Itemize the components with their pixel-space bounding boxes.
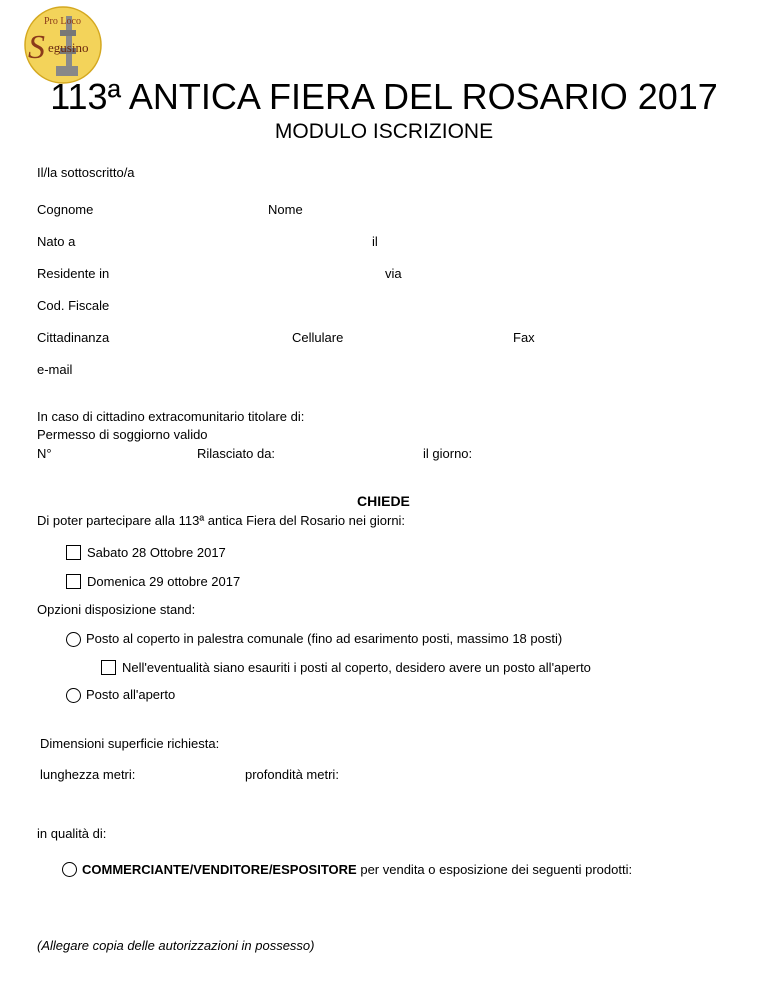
stand-heading: Opzioni disposizione stand: — [37, 602, 196, 617]
length-label: lunghezza metri: — [40, 767, 136, 782]
chiede-heading: CHIEDE — [357, 493, 410, 509]
email-label: e-mail — [37, 362, 73, 377]
outdoor-radio[interactable] — [66, 688, 81, 703]
fallback-checkbox[interactable] — [101, 660, 116, 675]
day2-label: Domenica 29 ottobre 2017 — [87, 574, 241, 589]
footer-note: (Allegare copia delle autorizzazioni in possesso) — [37, 938, 315, 953]
residente-label: Residente in — [37, 266, 110, 281]
day2-checkbox[interactable] — [66, 574, 81, 589]
pro-loco-logo — [22, 6, 104, 84]
cod-fiscale-label: Cod. Fiscale — [37, 298, 110, 313]
fax-label: Fax — [513, 330, 535, 345]
request-text: Di poter partecipare alla 113ª antica Fiera del Rosario nei giorni: — [37, 513, 406, 528]
depth-label: profondità metri: — [245, 767, 339, 782]
role-rest: per vendita o esposizione dei seguenti prodotti: — [356, 862, 633, 877]
role-label — [82, 862, 632, 877]
covered-label: Posto al coperto in palestra comunale (fino ad esarimento posti, massimo 18 posti) — [86, 631, 563, 646]
fallback-label: Nell'eventualità siano esauriti i posti al coperto, desidero avere un posto all'aperto — [122, 660, 591, 675]
cellulare-label: Cellulare — [292, 330, 344, 345]
rilasciato-label: Rilasciato da: — [197, 446, 276, 461]
permesso-label: Permesso di soggiorno valido — [37, 427, 208, 442]
role-radio[interactable] — [62, 862, 77, 877]
dimensions-heading: Dimensioni superficie richiesta: — [40, 736, 220, 751]
covered-radio[interactable] — [66, 632, 81, 647]
nome-label: Nome — [268, 202, 303, 217]
logo-text-main: egusino — [48, 40, 89, 55]
svg-text:S: S — [28, 29, 45, 66]
via-label: via — [385, 266, 402, 281]
giorno-label: il giorno: — [423, 446, 473, 461]
role-bold: COMMERCIANTE/VENDITORE/ESPOSITORE — [82, 862, 357, 877]
qualita-heading: in qualità di: — [37, 826, 107, 841]
extracom-intro: In caso di cittadino extracomunitario titolare di: — [37, 409, 305, 424]
il-label: il — [372, 234, 378, 249]
page-subtitle: MODULO ISCRIZIONE — [274, 120, 494, 143]
page-title: 113ª ANTICA FIERA DEL ROSARIO 2017 — [50, 76, 718, 117]
logo-text-top: Pro Loco — [44, 16, 81, 27]
day1-label: Sabato 28 Ottobre 2017 — [87, 545, 226, 560]
nato-a-label: Nato a — [37, 234, 76, 249]
day1-checkbox[interactable] — [66, 545, 81, 560]
numero-label: N° — [37, 446, 52, 461]
cittadinanza-label: Cittadinanza — [37, 330, 110, 345]
cognome-label: Cognome — [37, 202, 94, 217]
intro-label: Il/la sottoscritto/a — [37, 165, 135, 180]
outdoor-label: Posto all'aperto — [86, 687, 176, 702]
